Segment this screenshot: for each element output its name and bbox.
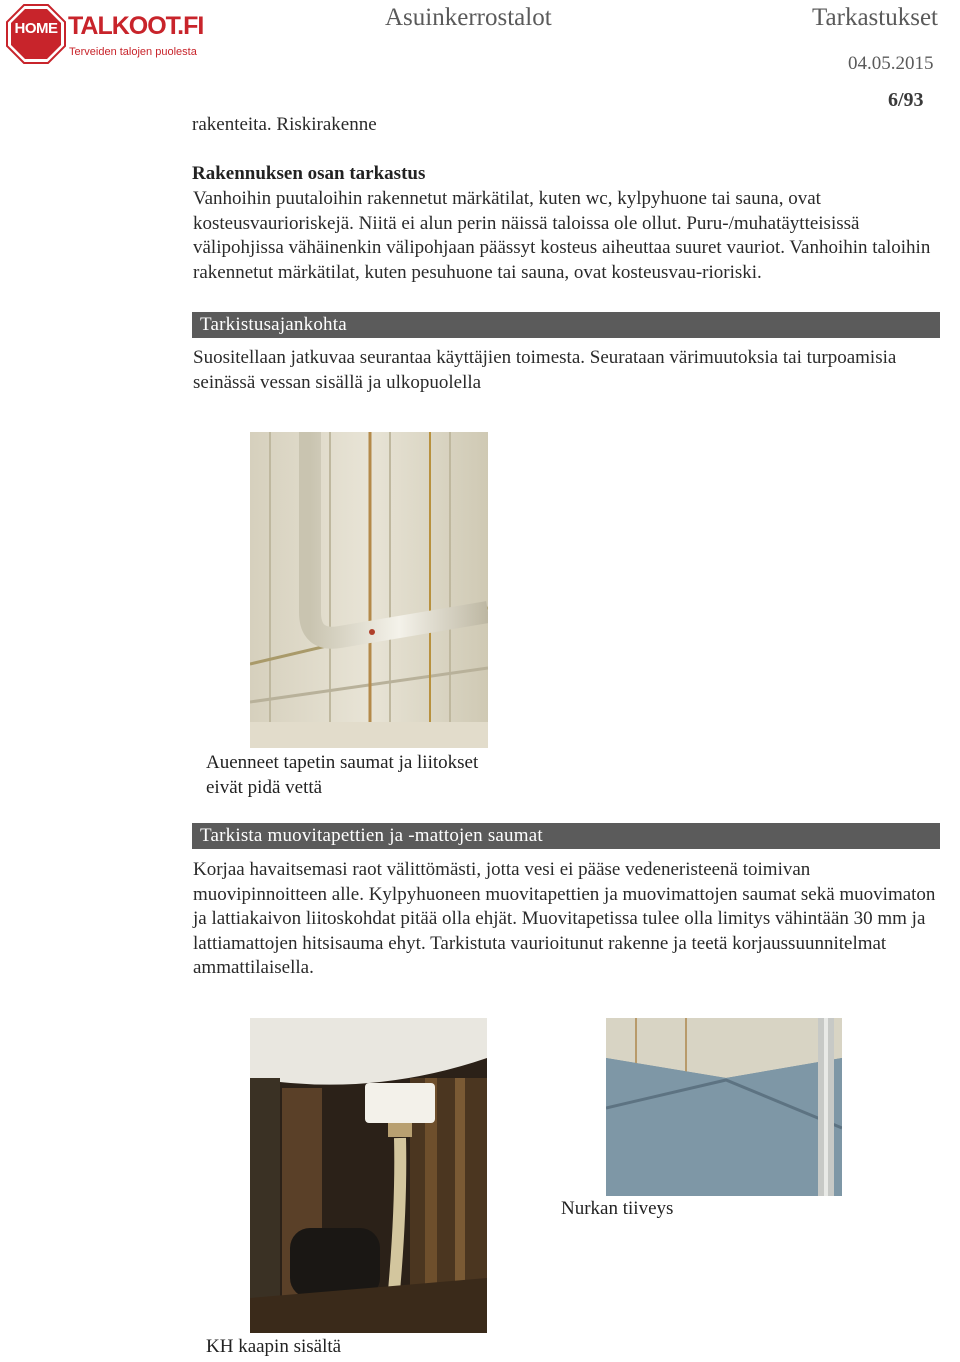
photo-floor-corner — [606, 1018, 842, 1196]
heading-bar-label: Tarkistusajankohta — [200, 314, 347, 335]
paragraph-1: Vanhoihin puutaloihin rakennetut märkätilat, kuten wc, kylpyhuone tai sauna, ovat kosteusvaurioriskejä. Niitä ei alun perin näissä taloissa ole ollut. Puru-/muhatäytteisissä välipohjissa vähäinenkin välipohjaan päässyt kosteus aiheuttaa suuret vauriot. Vanhoihin taloihin rakennetut märkätilat, kuten pesuhuone tai sauna, ovat kosteusvau-rioriski. — [193, 188, 931, 283]
caption-photo-1-line-2: eivät pidä vettä — [206, 777, 323, 798]
caption-photo-1-line-1: Auenneet tapetin saumat ja liitokset — [206, 752, 479, 773]
continuation-text: rakenteita. Riskirakenne — [192, 114, 377, 135]
logo-home-text: HOME — [14, 20, 58, 37]
header-section: Asuinkerrostalot — [385, 4, 552, 31]
home-talkoot-logo — [6, 2, 204, 64]
header-date: 04.05.2015 — [848, 53, 934, 74]
logo-talkoot-text: TALKOOT.FI — [68, 12, 204, 40]
heading-bar-label: Tarkista muovitapettien ja -mattojen saumat — [200, 825, 543, 846]
caption-photo-1 — [206, 750, 478, 800]
photo-cabinet-interior — [250, 1018, 487, 1333]
header-topic: Tarkastukset — [812, 4, 938, 31]
paragraph-3: Korjaa havaitsemasi raot välittömästi, jotta vesi ei pääse vedeneristeenä toimivan muovipinnoitteen alle. Kylpyhuoneen muovitapettien ja muovimattojen saumat sekä muovimaton ja lattiakaivon liitoskohdat pitää olla ehjät. Muovitapetissa tulee olla limitys vähintään 30 mm ja lattiamattojen hitsisauma ehyt. Tarkistuta vaurioitunut rakenne ja teetä korjaussuunnitelmat ammattilaisella. — [193, 859, 936, 978]
caption-photo-3: Nurkan tiiveys — [561, 1198, 674, 1219]
logo-tagline: Terveiden talojen puolesta — [69, 46, 197, 58]
section-heading: Rakennuksen osan tarkastus — [192, 163, 426, 184]
page-number: 6/93 — [888, 89, 924, 111]
caption-photo-2: KH kaapin sisältä — [206, 1336, 342, 1357]
heading-bar-check-seams — [192, 823, 940, 849]
heading-bar-inspection-time — [192, 312, 940, 338]
photo-wall-pipe — [250, 432, 488, 748]
paragraph-2: Suositellaan jatkuvaa seurantaa käyttäjien toimesta. Seurataan värimuutoksia tai turpoamisia seinässä vessan sisällä ja ulkopuolella — [193, 347, 897, 393]
